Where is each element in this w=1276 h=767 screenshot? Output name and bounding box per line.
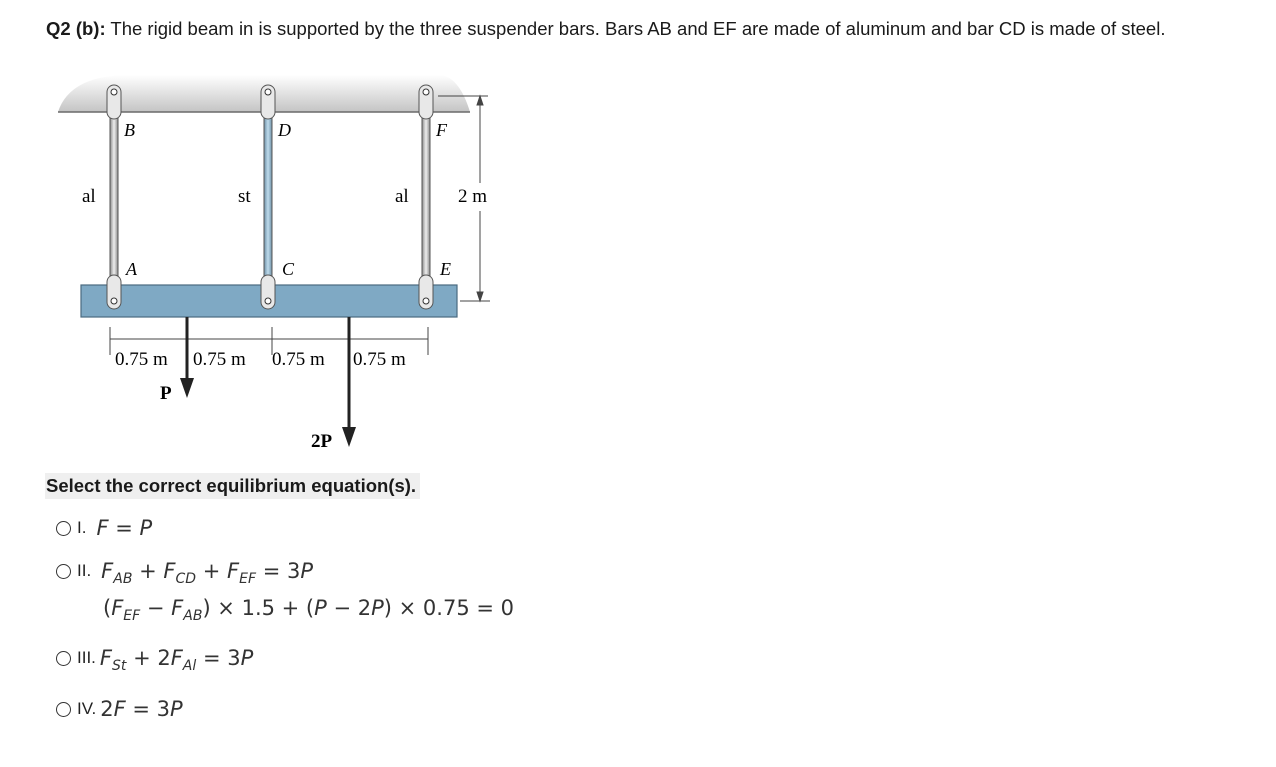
- option-2-radio[interactable]: [56, 564, 71, 579]
- option-3[interactable]: [56, 646, 254, 674]
- span-1: 0.75 m: [115, 349, 168, 370]
- option-1[interactable]: [56, 516, 152, 540]
- top-pin-b: [107, 85, 121, 119]
- load-p-label: P: [160, 383, 172, 404]
- option-4-number: IV.: [77, 699, 97, 718]
- span-3: 0.75 m: [272, 349, 325, 370]
- question-label: Q2 (b):: [46, 18, 106, 39]
- label-d: D: [278, 120, 291, 140]
- load-p-arrow: [180, 317, 194, 398]
- question-text: [46, 18, 1165, 40]
- question-body: The rigid beam in is supported by the three suspender bars. Bars AB and EF are made of aluminum and bar CD is made of steel.: [105, 18, 1166, 39]
- material-left: al: [82, 186, 96, 207]
- option-2-equation: $F_{AB} + F_{CD} + F_{EF} = 3P$: [101, 559, 313, 587]
- label-e: E: [440, 259, 451, 279]
- beam-diagram: [50, 65, 510, 465]
- bottom-pin-e: [419, 275, 433, 309]
- bottom-pin-c: [261, 275, 275, 309]
- option-4-equation: 2F = 3P: [100, 697, 183, 721]
- label-b: B: [124, 120, 135, 140]
- option-3-equation: $F_{St} + 2F_{Al} = 3P$: [99, 646, 254, 674]
- label-c: C: [282, 259, 295, 279]
- bar-ef: [422, 113, 430, 283]
- height-label: 2 m: [458, 186, 488, 207]
- option-3-number: III.: [77, 648, 96, 667]
- label-a: A: [126, 259, 137, 279]
- material-middle: st: [238, 186, 251, 207]
- top-pin-d: [261, 85, 275, 119]
- bar-ab: [110, 113, 118, 283]
- option-2[interactable]: [56, 559, 313, 587]
- span-4: 0.75 m: [353, 349, 406, 370]
- bar-cd: [264, 113, 272, 283]
- option-1-equation: F = P: [96, 516, 153, 540]
- option-2-equation-2: $(F_{EF} - F_{AB}) \times 1.5 + (P - 2P) \times 0.75 = 0$: [103, 596, 514, 624]
- option-4-radio[interactable]: [56, 702, 71, 717]
- option-1-radio[interactable]: [56, 521, 71, 536]
- option-4[interactable]: [56, 697, 183, 721]
- prompt: Select the correct equilibrium equation(s).: [45, 473, 420, 499]
- bottom-pin-a: [107, 275, 121, 309]
- option-1-number: I.: [77, 518, 87, 537]
- option-3-radio[interactable]: [56, 651, 71, 666]
- load-2p-arrow: [342, 317, 356, 447]
- option-2-number: II.: [77, 561, 92, 580]
- material-right: al: [395, 186, 409, 207]
- top-pin-f: [419, 85, 433, 119]
- span-2: 0.75 m: [193, 349, 246, 370]
- label-f: F: [436, 120, 447, 140]
- load-2p-label: 2P: [311, 431, 333, 452]
